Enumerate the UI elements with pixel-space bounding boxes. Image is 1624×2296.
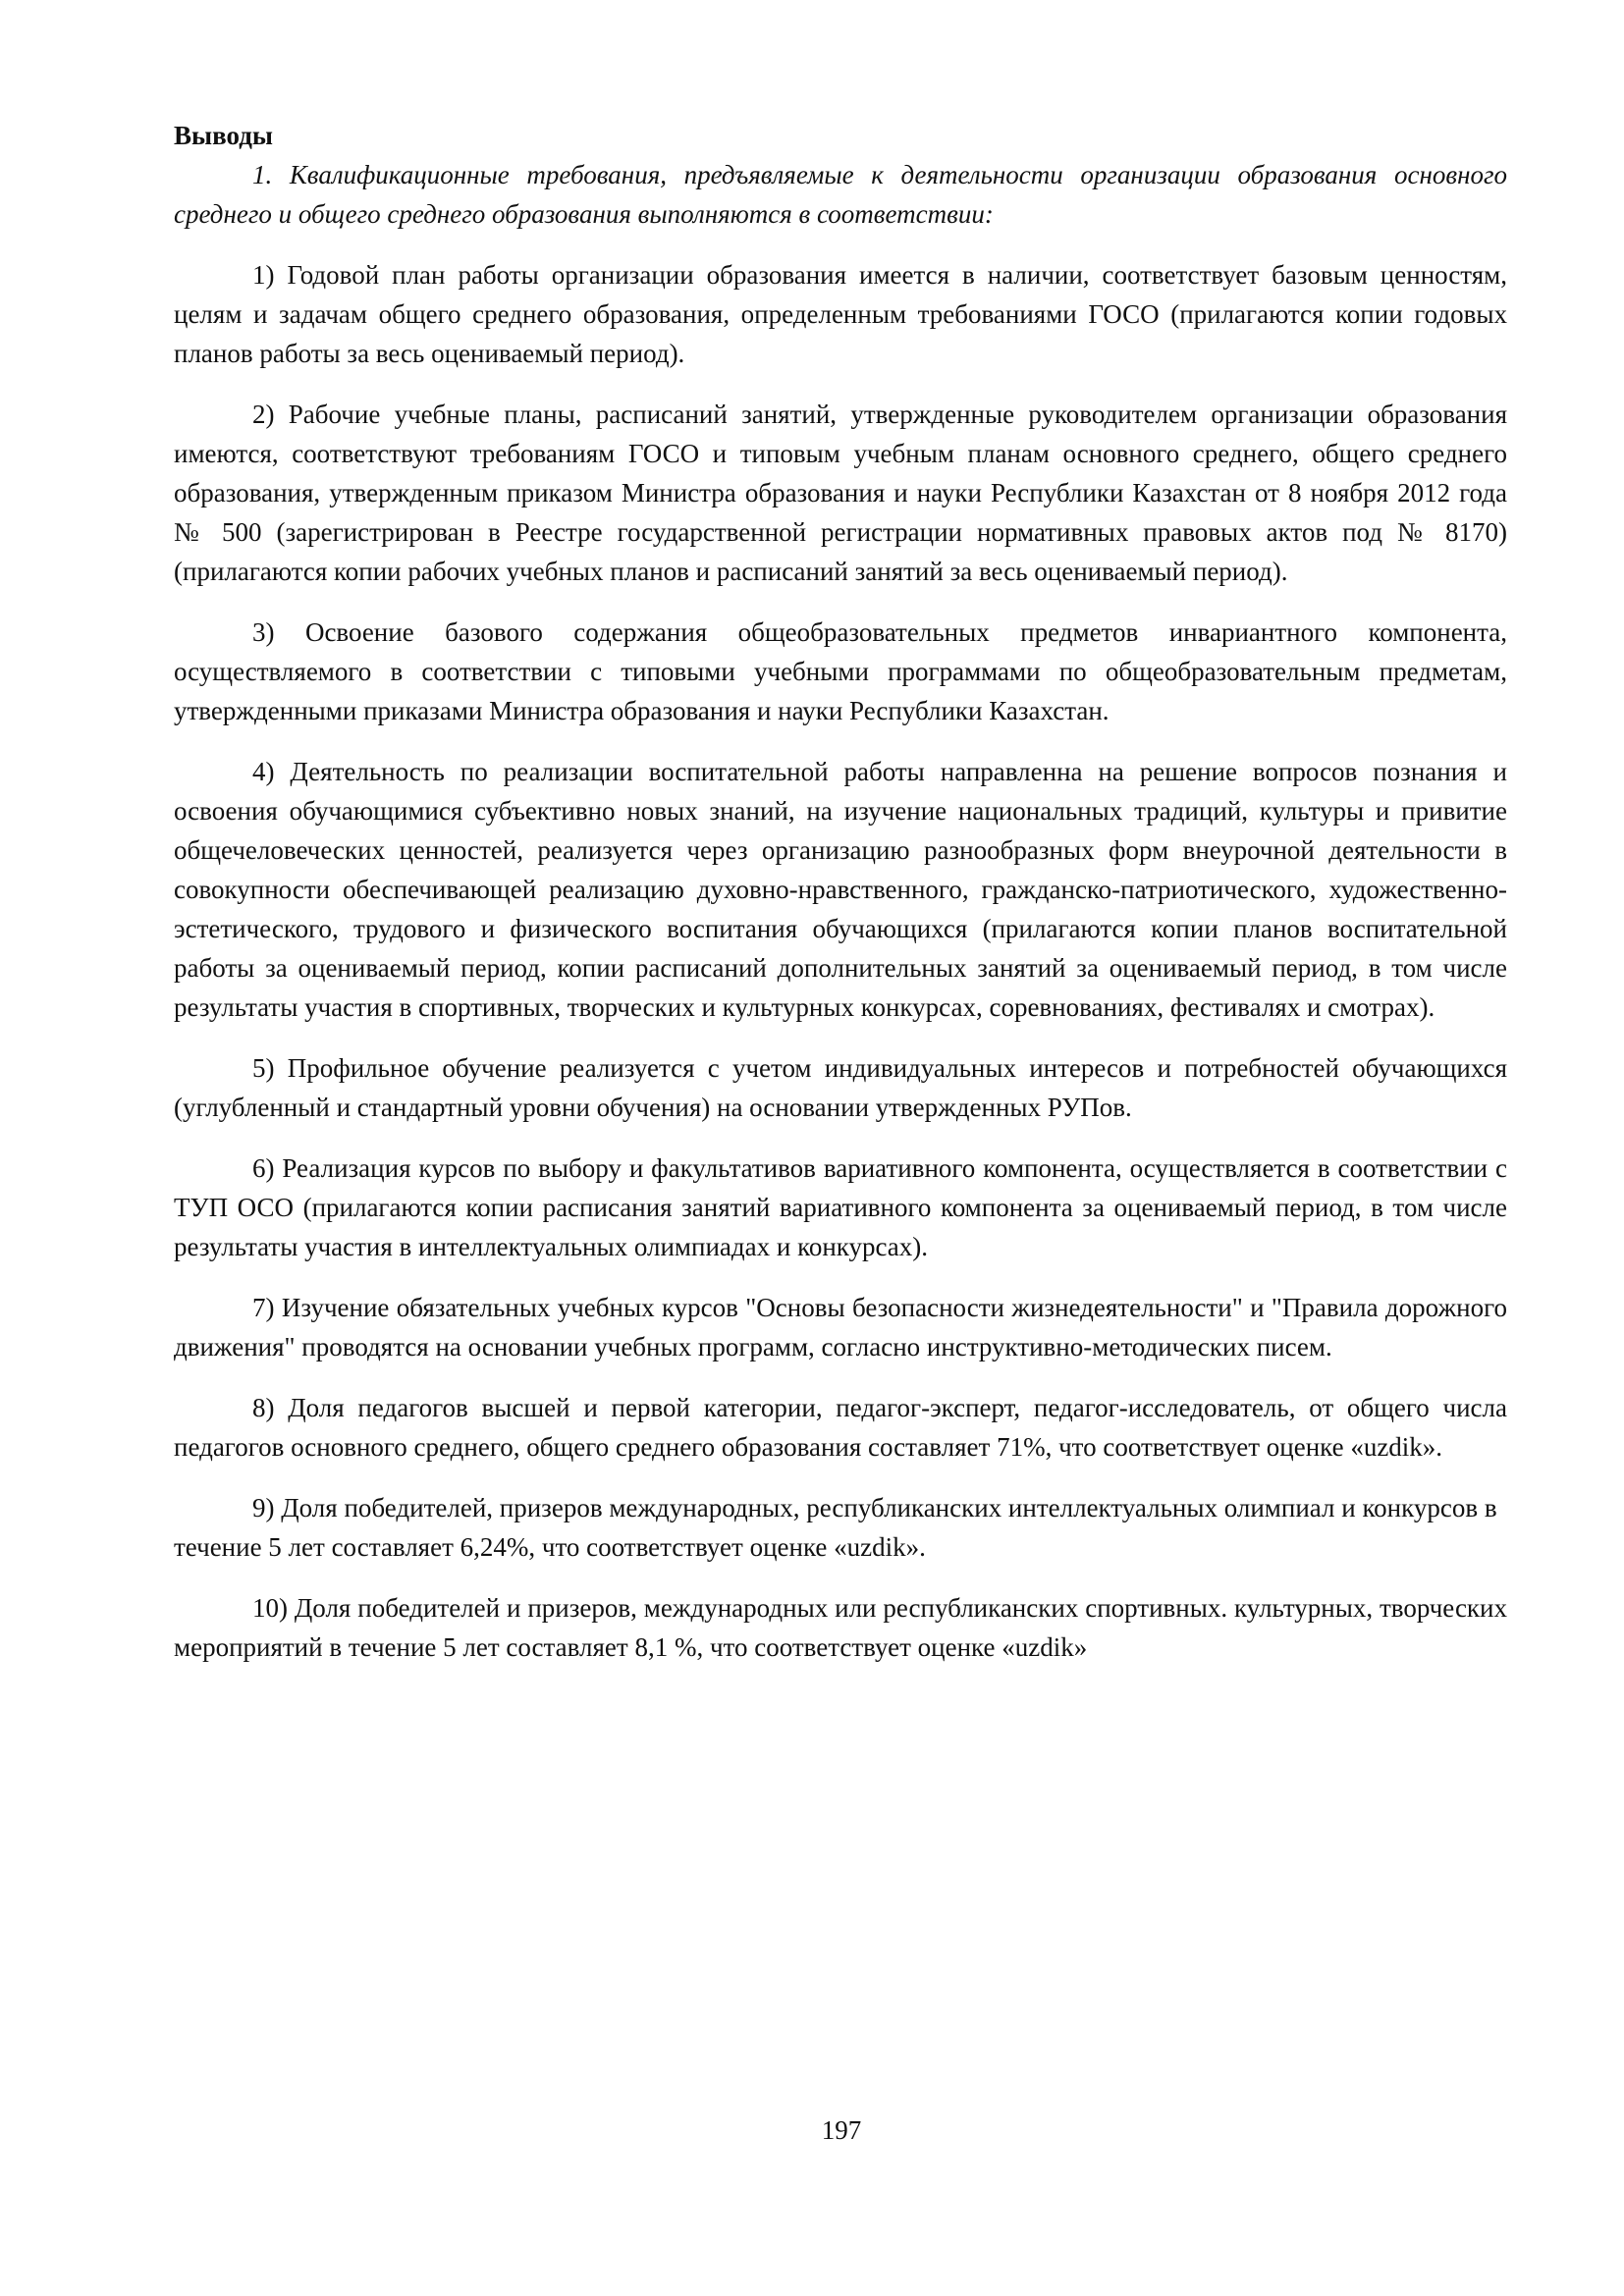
- conclusion-item-1: 1) Годовой план работы организации образования имеется в наличии, соответствует базовым ценностям, целям и задачам общего среднего образования, определенным требованиями ГОСО (прилагаются копии годовых планов работы за весь оцениваемый период).: [174, 260, 1507, 368]
- conclusion-item-3: 3) Освоение базового содержания общеобразовательных предметов инвариантного компонента, осуществляемого в соответствии с типовыми учебными программами по общеобразовательным предметам, утвержденными приказами Министра образования и науки Республики Казахстан.: [174, 617, 1507, 725]
- conclusion-item-8: 8) Доля педагогов высшей и первой категории, педагог-эксперт, педагог-исследователь, от общего числа педагогов основного среднего, общего среднего образования составляет 71%, что соответствует оценке «uzdik».: [174, 1393, 1507, 1462]
- document-page: [174, 116, 1507, 1688]
- lead-statement: 1. Квалификационные требования, предъявляемые к деятельности организации образования основного среднего и общего среднего образования выполняются в соответствии:: [174, 160, 1507, 229]
- conclusion-item-7: 7) Изучение обязательных учебных курсов "Основы безопасности жизнедеятельности" и "Правила дорожного движения" проводятся на основании учебных программ, согласно инструктивно-методических писем.: [174, 1293, 1507, 1362]
- page-number: 197: [821, 2115, 862, 2145]
- conclusion-item-4: 4) Деятельность по реализации воспитательной работы направленна на решение вопросов познания и освоения обучающимися субъективно новых знаний, на изучение национальных традиций, культуры и привитие общечеловеческих ценностей, реализуется через организацию разнообразных форм внеурочной деятельности в совокупности обеспечивающей реализацию духовно-нравственного, гражданско-патриотического, художественно-эстетического, трудового и физического воспитания обучающихся (прилагаются копии планов воспитательной работы за оцениваемый период, копии расписаний дополнительных занятий за оцениваемый период, в том числе результаты участия в спортивных, творческих и культурных конкурсах, соревнованиях, фестивалях и смотрах).: [174, 757, 1507, 1022]
- conclusion-item-9: 9) Доля победителей, призеров международных, республиканских интеллектуальных олимпиал и конкурсов в течение 5 лет составляет 6,24%, что соответствует оценке «uzdik».: [174, 1493, 1497, 1562]
- conclusion-item-2: 2) Рабочие учебные планы, расписаний занятий, утвержденные руководителем организации образования имеются, соответствуют требованиям ГОСО и типовым учебным планам основного среднего, общего среднего образования, утвержденным приказом Министра образования и науки Республики Казахстан от 8 ноября 2012 года № 500 (зарегистрирован в Реестре государственной регистрации нормативных правовых актов под № 8170) (прилагаются копии рабочих учебных планов и расписаний занятий за весь оцениваемый период).: [174, 400, 1507, 586]
- conclusion-item-10: 10) Доля победителей и призеров, международных или республиканских спортивных. культурных, творческих мероприятий в течение 5 лет составляет 8,1 %, что соответствует оценке «uzdik»: [174, 1593, 1507, 1662]
- conclusion-item-6: 6) Реализация курсов по выбору и факультативов вариативного компонента, осуществляется в соответствии с ТУП ОСО (прилагаются копии расписания занятий вариативного компонента за оцениваемый период, в том числе результаты участия в интеллектуальных олимпиадах и конкурсах).: [174, 1153, 1507, 1261]
- conclusion-item-5: 5) Профильное обучение реализуется с учетом индивидуальных интересов и потребностей обучающихся (углубленный и стандартный уровни обучения) на основании утвержденных РУПов.: [174, 1053, 1507, 1122]
- section-heading: Выводы: [174, 121, 273, 150]
